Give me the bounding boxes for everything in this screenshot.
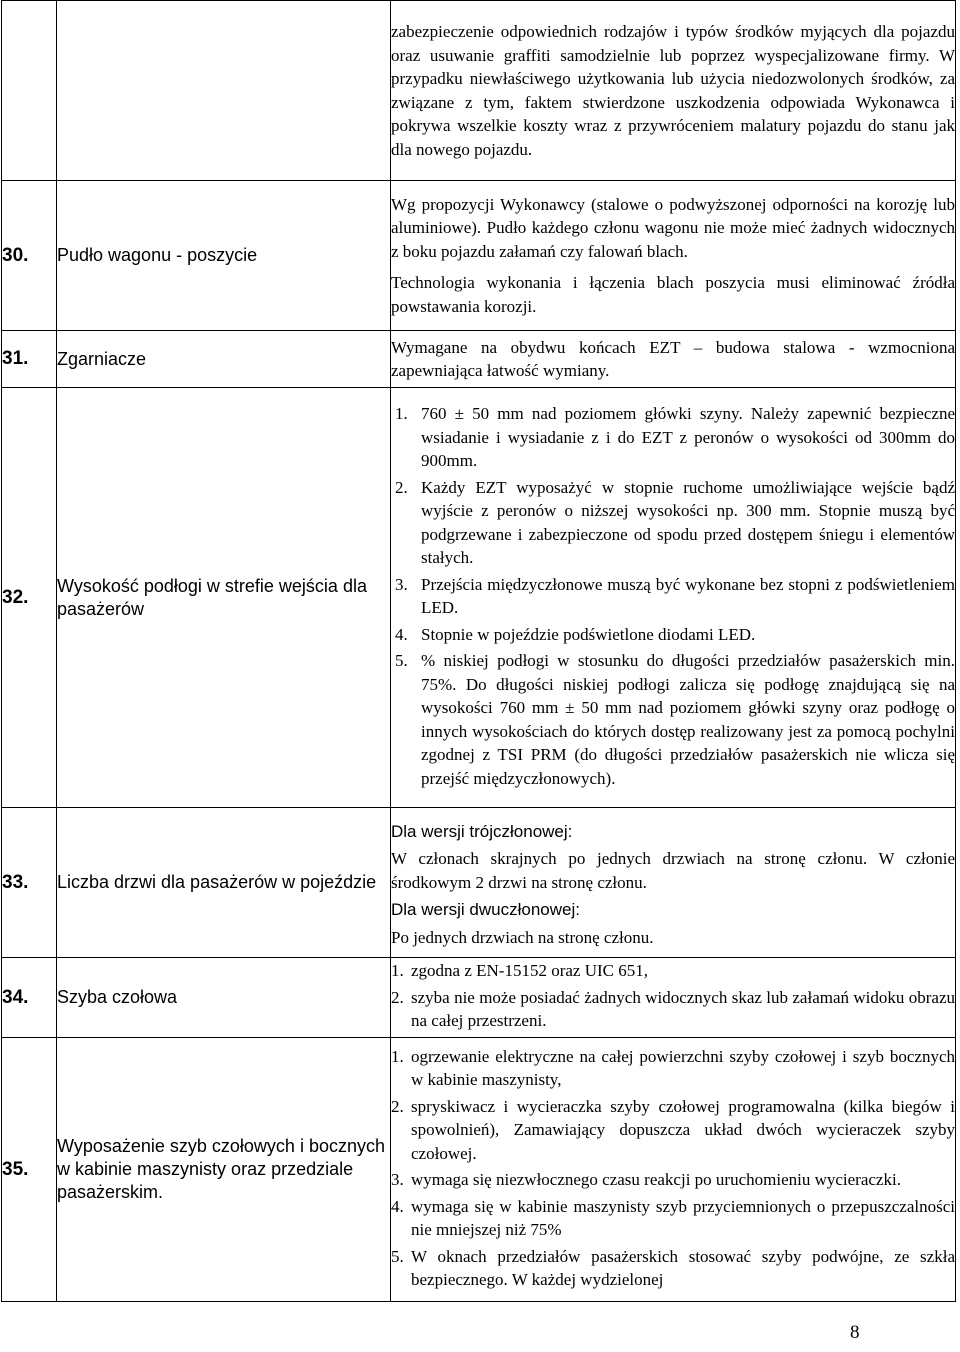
description-paragraph: Wymagane na obydwu końcach EZT – budowa stalowa - wzmocniona zapewniająca łatwość wymiany.: [391, 337, 955, 380]
row-description: [391, 1038, 956, 1302]
row-number: 30.: [2, 181, 57, 331]
row-description: [391, 331, 956, 388]
row-name: Liczba drzwi dla pasażerów w pojeździe: [57, 808, 391, 958]
list-item: 4. wymaga się w kabinie maszynisty szyb przyciemnionych o przepuszczalności nie mniejszej niż 75%: [391, 1196, 955, 1239]
description-paragraph: Po jednych drzwiach na stronę członu.: [391, 927, 654, 947]
row-number: [2, 1, 57, 181]
row-description: [391, 181, 956, 331]
row-name: Zgarniacze: [57, 331, 391, 388]
list-item: 1. ogrzewanie elektryczne na całej powierzchni szyby czołowej i szyb bocznych w kabinie maszynisty,: [391, 1046, 955, 1089]
row-number: 35.: [2, 1038, 57, 1302]
description-paragraph: zabezpieczenie odpowiednich rodzajów i typów środków myjących dla pojazdu oraz usuwanie graffiti samodzielnie lub poprzez wyspecjalizowane firmy. W przypadku niewłaściwego użytkowania lub użycia niedozwolonych środków, za związane z tym, faktem stwierdzone uszkodzenia odpowiada Wykonawca i pokrywa wszelkie koszty wraz z przywróceniem malatury pojazdu do stanu jak dla nowego pojazdu.: [391, 22, 955, 159]
row-description: [391, 388, 956, 808]
row-name: Pudło wagonu - poszycie: [57, 181, 391, 331]
requirement-list: [391, 1045, 955, 1292]
table-row: [2, 958, 956, 1038]
list-item: 1. 760 ± 50 mm nad poziomem główki szyny. Należy zapewnić bezpieczne wsiadanie i wysiadanie z i do EZT z peronów o wysokości od 300mm do 900mm.: [395, 404, 955, 470]
row-number: 34.: [2, 958, 57, 1038]
description-paragraph: Wg propozycji Wykonawcy (stalowe o podwyższonej odporności na korozję lub aluminiowe). Pudło każdego członu wagonu nie może mieć żadnych widocznych z boku pojazdu załamań czy falowań blach.: [391, 194, 955, 261]
table-row: [2, 331, 956, 388]
row-number: 33.: [2, 808, 57, 958]
list-item: 2. spryskiwacz i wycieraczka szyby czołowej programowalna (kilka biegów i spowolnień), Zamawiający dopuszcza układ dwóch wycieraczek szyby czołowej.: [391, 1096, 955, 1163]
row-name: Wyposażenie szyb czołowych i bocznych w kabinie maszynisty oraz przedziale pasażerskim.: [57, 1038, 391, 1302]
row-number: 31.: [2, 331, 57, 388]
list-item: 2. szyba nie może posiadać żadnych widocznych skaz lub załamań widoku obrazu na całej przestrzeni.: [391, 987, 955, 1031]
list-item: 2. Każdy EZT wyposażyć w stopnie ruchome umożliwiające wejście bądź wyjście z peronów o niższej wysokości np. 300 mm. Stopnie muszą być podgrzewane i zabezpieczone od spodu przed dostępem śniegu i elementów stałych.: [395, 477, 955, 567]
row-name: Szyba czołowa: [57, 958, 391, 1038]
version-heading: Dla wersji trójczłonowej:: [391, 821, 573, 841]
specification-table: [1, 0, 956, 1302]
table-row: [2, 808, 956, 958]
table-row: [2, 181, 956, 331]
page-number: 8: [850, 1322, 860, 1343]
description-paragraph: W członach skrajnych po jednych drzwiach na stronę członu. W członie środkowym 2 drzwi na stronę członu.: [391, 849, 955, 892]
table-row: [2, 1038, 956, 1302]
list-item: 3. Przejścia międzyczłonowe muszą być wykonane bez stopni z podświetleniem LED.: [395, 574, 955, 617]
row-number: 32.: [2, 388, 57, 808]
row-name: [57, 1, 391, 181]
row-description: [391, 808, 956, 958]
version-heading: Dla wersji dwuczłonowej:: [391, 900, 580, 920]
row-description: [391, 1, 956, 181]
description-paragraph: Technologia wykonania i łączenia blach poszycia musi eliminować źródła powstawania korozji.: [391, 273, 955, 316]
table-row: [2, 1, 956, 181]
requirement-list: [391, 959, 955, 1033]
list-item: 5. % niskiej podłogi w stosunku do długości przedziałów pasażerskich min. 75%. Do długości niskiej podłogi zalicza się podłogę znajdującą się na wysokości 760 mm ± 50 mm nad poziomem główki szyny oraz podłogę o innych wysokościach do których dostęp realizowany jest za pomocą pochylni zgodnej z TSI PRM (do długości przedziałów pasażerskich nie wlicza się przejść międzyczłonowych).: [395, 651, 955, 788]
row-name: Wysokość podłogi w strefie wejścia dla pasażerów: [57, 388, 391, 808]
list-item: 1. zgodna z EN-15152 oraz UIC 651,: [391, 961, 648, 981]
list-item: 4. Stopnie w pojeździe podświetlone diodami LED.: [395, 624, 756, 644]
row-description: [391, 958, 956, 1038]
requirement-list: [391, 402, 955, 790]
table-row: [2, 388, 956, 808]
list-item: 5. W oknach przedziałów pasażerskich stosować szyby podwójne, ze szkła bezpiecznego. W każdej wydzielonej: [391, 1246, 955, 1289]
list-item: 3. wymaga się niezwłocznego czasu reakcji po uruchomieniu wycieraczki.: [391, 1170, 901, 1189]
